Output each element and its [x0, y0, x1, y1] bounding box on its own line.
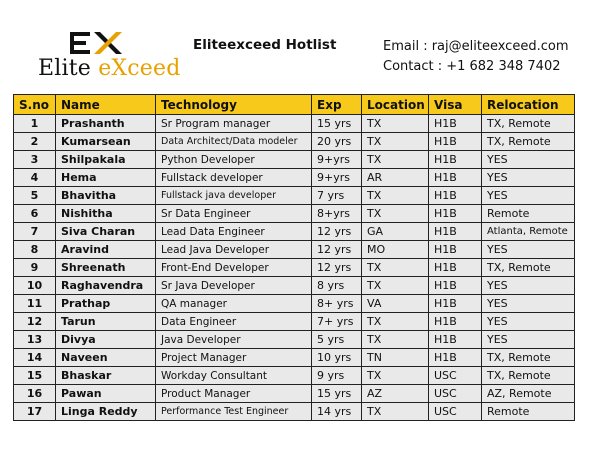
cell-relocation: YES: [482, 169, 575, 187]
table-row: [14, 385, 575, 403]
cell-visa: H1B: [429, 331, 482, 349]
cell-exp: 9 yrs: [312, 367, 362, 385]
cell-location: VA: [362, 295, 429, 313]
cell-technology: Fullstack developer: [156, 169, 312, 187]
cell-exp: 10 yrs: [312, 349, 362, 367]
cell-relocation: YES: [482, 277, 575, 295]
cell-relocation: YES: [482, 241, 575, 259]
cell-technology: Performance Test Engineer: [156, 403, 312, 421]
cell-exp: 12 yrs: [312, 241, 362, 259]
cell-name: Kumarsean: [56, 133, 156, 151]
cell-relocation: Atlanta, Remote: [482, 223, 575, 241]
hotlist-table: [13, 94, 575, 421]
column-header-technology: Technology: [156, 95, 312, 115]
cell-technology: Product Manager: [156, 385, 312, 403]
cell-location: TX: [362, 403, 429, 421]
cell-relocation: YES: [482, 331, 575, 349]
cell-location: TX: [362, 187, 429, 205]
cell-exp: 20 yrs: [312, 133, 362, 151]
contact-info: [383, 37, 568, 77]
cell-name: Linga Reddy: [56, 403, 156, 421]
cell-visa: H1B: [429, 223, 482, 241]
cell-technology: Java Developer: [156, 331, 312, 349]
cell-location: TX: [362, 115, 429, 133]
cell-visa: H1B: [429, 187, 482, 205]
table-row: [14, 367, 575, 385]
cell-location: TX: [362, 313, 429, 331]
cell-exp: 7+ yrs: [312, 313, 362, 331]
cell-name: Bhaskar: [56, 367, 156, 385]
cell-visa: H1B: [429, 313, 482, 331]
cell-visa: H1B: [429, 259, 482, 277]
cell-name: Prashanth: [56, 115, 156, 133]
ex-logo-icon: [64, 30, 134, 56]
cell-name: Raghavendra: [56, 277, 156, 295]
cell-relocation: YES: [482, 187, 575, 205]
cell-visa: H1B: [429, 277, 482, 295]
cell-visa: H1B: [429, 169, 482, 187]
table-row: [14, 223, 575, 241]
contact-email: Email : raj@eliteexceed.com: [383, 39, 569, 54]
cell-visa: H1B: [429, 151, 482, 169]
cell-location: TN: [362, 349, 429, 367]
cell-relocation: Remote: [482, 205, 575, 223]
table-row: [14, 187, 575, 205]
table-row: [14, 331, 575, 349]
cell-location: TX: [362, 367, 429, 385]
cell-sno: 5: [14, 187, 56, 205]
table-row: [14, 151, 575, 169]
cell-relocation: Remote: [482, 403, 575, 421]
cell-visa: USC: [429, 403, 482, 421]
cell-location: TX: [362, 277, 429, 295]
cell-sno: 17: [14, 403, 56, 421]
cell-exp: 12 yrs: [312, 259, 362, 277]
cell-location: GA: [362, 223, 429, 241]
column-header-name: Name: [56, 95, 156, 115]
column-header-exp: Exp: [312, 95, 362, 115]
cell-name: Hema: [56, 169, 156, 187]
cell-name: Aravind: [56, 241, 156, 259]
cell-relocation: AZ, Remote: [482, 385, 575, 403]
cell-exp: 5 yrs: [312, 331, 362, 349]
cell-name: Naveen: [56, 349, 156, 367]
column-header-visa: Visa: [429, 95, 482, 115]
cell-location: TX: [362, 151, 429, 169]
cell-name: Divya: [56, 331, 156, 349]
cell-visa: H1B: [429, 295, 482, 313]
cell-sno: 11: [14, 295, 56, 313]
cell-name: Pawan: [56, 385, 156, 403]
column-header-location: Location: [362, 95, 429, 115]
cell-exp: 8 yrs: [312, 277, 362, 295]
brand-name-part1: Elite: [38, 56, 91, 81]
cell-exp: 15 yrs: [312, 385, 362, 403]
cell-location: TX: [362, 133, 429, 151]
table-row: [14, 169, 575, 187]
cell-name: Siva Charan: [56, 223, 156, 241]
cell-sno: 13: [14, 331, 56, 349]
brand-wordmark: [38, 56, 181, 81]
table-row: [14, 403, 575, 421]
cell-technology: Data Engineer: [156, 313, 312, 331]
cell-visa: H1B: [429, 115, 482, 133]
table-row: [14, 115, 575, 133]
column-header-sno: S.no: [14, 95, 56, 115]
cell-name: Tarun: [56, 313, 156, 331]
cell-visa: H1B: [429, 205, 482, 223]
cell-sno: 15: [14, 367, 56, 385]
cell-relocation: TX, Remote: [482, 259, 575, 277]
cell-visa: H1B: [429, 349, 482, 367]
table-row: [14, 241, 575, 259]
cell-sno: 14: [14, 349, 56, 367]
cell-technology: Front-End Developer: [156, 259, 312, 277]
cell-exp: 9+yrs: [312, 169, 362, 187]
cell-exp: 9+yrs: [312, 151, 362, 169]
cell-exp: 14 yrs: [312, 403, 362, 421]
cell-visa: USC: [429, 367, 482, 385]
cell-sno: 10: [14, 277, 56, 295]
cell-sno: 2: [14, 133, 56, 151]
cell-relocation: TX, Remote: [482, 367, 575, 385]
cell-location: MO: [362, 241, 429, 259]
table-row: [14, 133, 575, 151]
table-header-row: [14, 95, 575, 115]
column-header-relocation: Relocation: [482, 95, 575, 115]
cell-location: TX: [362, 331, 429, 349]
table-row: [14, 205, 575, 223]
cell-visa: H1B: [429, 241, 482, 259]
cell-technology: Fullstack java developer: [156, 187, 312, 205]
cell-relocation: YES: [482, 295, 575, 313]
cell-sno: 4: [14, 169, 56, 187]
cell-relocation: TX, Remote: [482, 349, 575, 367]
cell-sno: 8: [14, 241, 56, 259]
cell-sno: 16: [14, 385, 56, 403]
cell-technology: Sr Program manager: [156, 115, 312, 133]
contact-phone: Contact : +1 682 348 7402: [383, 59, 561, 74]
cell-technology: Sr Java Developer: [156, 277, 312, 295]
table-row: [14, 295, 575, 313]
page-title: Eliteexceed Hotlist: [193, 37, 337, 53]
cell-sno: 6: [14, 205, 56, 223]
table-row: [14, 349, 575, 367]
table-row: [14, 277, 575, 295]
cell-technology: Data Architect/Data modeler: [156, 133, 312, 151]
table-row: [14, 313, 575, 331]
cell-location: AR: [362, 169, 429, 187]
cell-location: TX: [362, 259, 429, 277]
cell-technology: Project Manager: [156, 349, 312, 367]
cell-sno: 3: [14, 151, 56, 169]
cell-technology: Workday Consultant: [156, 367, 312, 385]
cell-location: AZ: [362, 385, 429, 403]
cell-exp: 8+ yrs: [312, 295, 362, 313]
cell-visa: H1B: [429, 133, 482, 151]
cell-exp: 7 yrs: [312, 187, 362, 205]
cell-name: Nishitha: [56, 205, 156, 223]
cell-exp: 12 yrs: [312, 223, 362, 241]
brand-logo: [34, 28, 181, 88]
cell-relocation: YES: [482, 151, 575, 169]
cell-relocation: TX, Remote: [482, 133, 575, 151]
brand-name-part2: eXceed: [98, 56, 181, 81]
cell-sno: 12: [14, 313, 56, 331]
cell-technology: Python Developer: [156, 151, 312, 169]
cell-sno: 7: [14, 223, 56, 241]
cell-name: Shreenath: [56, 259, 156, 277]
cell-name: Bhavitha: [56, 187, 156, 205]
cell-sno: 1: [14, 115, 56, 133]
cell-name: Shilpakala: [56, 151, 156, 169]
cell-exp: 15 yrs: [312, 115, 362, 133]
cell-technology: Lead Data Engineer: [156, 223, 312, 241]
cell-relocation: TX, Remote: [482, 115, 575, 133]
cell-technology: Lead Java Developer: [156, 241, 312, 259]
cell-name: Prathap: [56, 295, 156, 313]
cell-visa: USC: [429, 385, 482, 403]
table-row: [14, 259, 575, 277]
cell-exp: 8+yrs: [312, 205, 362, 223]
cell-sno: 9: [14, 259, 56, 277]
cell-technology: Sr Data Engineer: [156, 205, 312, 223]
cell-technology: QA manager: [156, 295, 312, 313]
cell-relocation: YES: [482, 313, 575, 331]
cell-location: TX: [362, 205, 429, 223]
